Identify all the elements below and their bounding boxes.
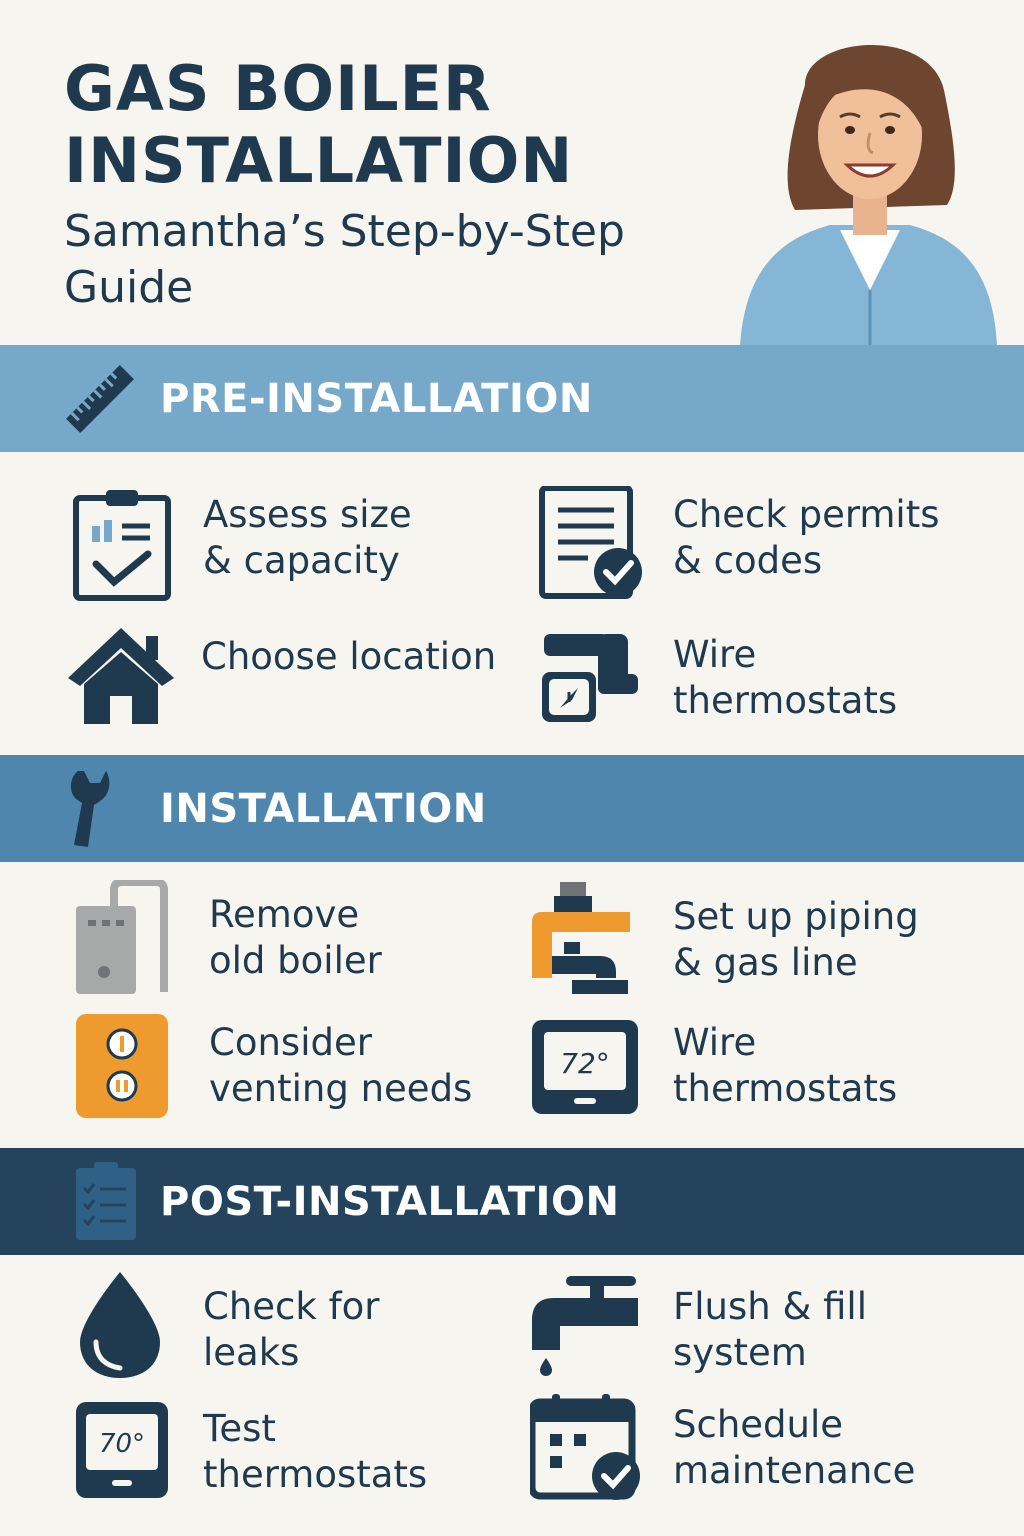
page-title-line-2: INSTALLATION: [64, 124, 574, 197]
boiler-icon: [74, 880, 184, 995]
step-label-line: thermostats: [203, 1453, 428, 1496]
header: [0, 0, 1024, 345]
step-label-line: Schedule: [673, 1403, 844, 1446]
step-label-line: & codes: [673, 539, 823, 582]
house-icon: [66, 626, 176, 741]
step-label-line: Set up piping: [673, 895, 919, 938]
step-label-line: Check permits: [673, 493, 940, 536]
section-title-post-installation: POST-INSTALLATION: [160, 1178, 620, 1225]
section-title-installation: INSTALLATION: [160, 785, 487, 832]
section-band-post-installation: [0, 1148, 1024, 1255]
step-label-line: & capacity: [203, 539, 400, 582]
section-band-installation: [0, 755, 1024, 862]
ruler-icon: [60, 359, 140, 439]
step-label-line: Check for: [203, 1285, 380, 1328]
step-label-line: Wire: [673, 1021, 757, 1064]
step-label-line: Test: [203, 1407, 276, 1450]
step-label-line: thermostats: [673, 679, 898, 722]
clipboard-chart-icon: [68, 488, 178, 603]
document-check-icon: [538, 486, 648, 601]
thermostat-icon: [74, 1400, 184, 1515]
step-label-line: system: [673, 1331, 807, 1374]
step-label-line: Remove: [209, 893, 360, 936]
section-title-pre-installation: PRE-INSTALLATION: [160, 375, 593, 422]
step-label-line: venting needs: [209, 1067, 473, 1110]
page-title-line-1: GAS BOILER: [64, 52, 492, 125]
step-label-line: old boiler: [209, 939, 382, 982]
thermostat-display: 70°: [98, 1429, 146, 1459]
step-label-line: & gas line: [673, 941, 858, 984]
vent-switch-icon: [74, 1012, 184, 1127]
checklist-icon: [72, 1160, 152, 1240]
step-label-line: Choose location: [201, 635, 497, 678]
step-label-line: leaks: [203, 1331, 300, 1374]
thermostat-display: 72°: [560, 1047, 610, 1080]
step-label-line: thermostats: [673, 1067, 898, 1110]
step-label-line: Consider: [209, 1021, 372, 1064]
gas-pipe-icon: [530, 882, 640, 997]
pipe-gauge-icon: [538, 626, 648, 741]
step-label-line: Wire: [673, 633, 757, 676]
thermostat-icon: [530, 1018, 640, 1133]
step-label-line: maintenance: [673, 1449, 916, 1492]
step-label-line: Assess size: [203, 493, 412, 536]
water-drop-icon: [80, 1270, 190, 1385]
wrench-icon: [60, 769, 140, 849]
page-subtitle: Samantha’s Step-by-Step Guide: [64, 206, 625, 313]
faucet-icon: [530, 1274, 640, 1389]
samantha-portrait: [735, 25, 1005, 345]
step-label-line: Flush & fill: [673, 1285, 867, 1328]
section-band-pre-installation: [0, 345, 1024, 452]
calendar-check-icon: [530, 1392, 640, 1507]
